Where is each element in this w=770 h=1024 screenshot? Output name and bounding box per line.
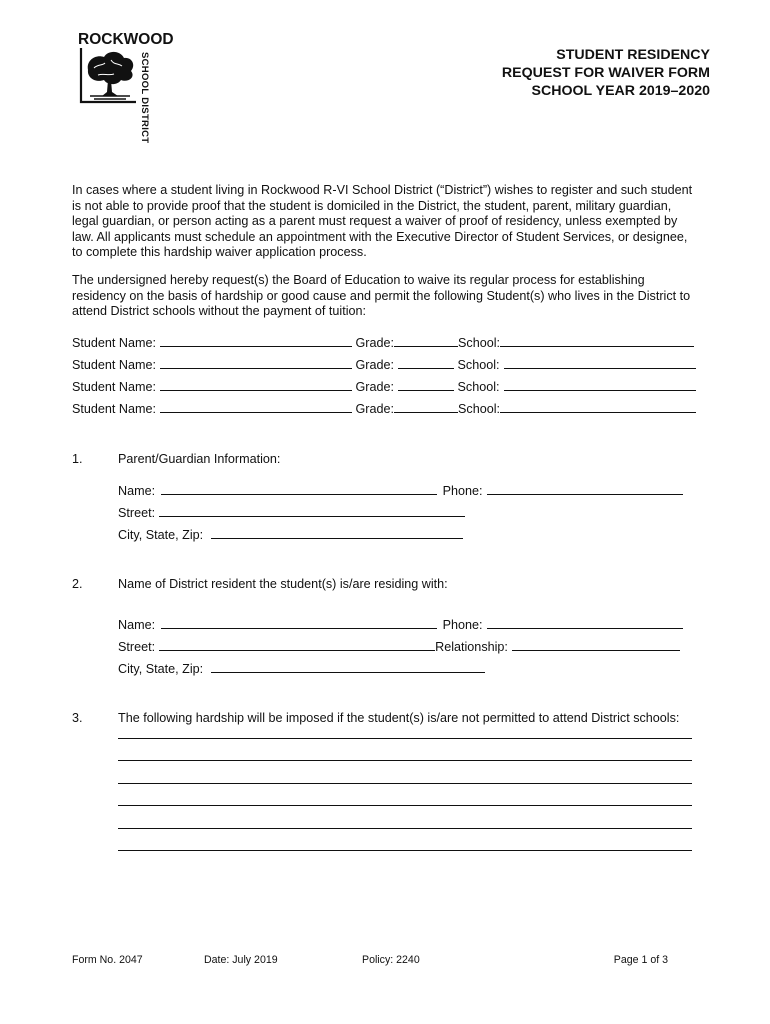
footer-page-number: Page 1 of 3 [613, 954, 668, 966]
student-name-label: Student Name: [72, 402, 157, 416]
school-field[interactable] [500, 334, 694, 347]
title-line-2: REQUEST FOR WAIVER FORM [501, 65, 710, 81]
student-name-label: Student Name: [72, 358, 157, 372]
request-line: attend District schools without the payment of tuition: [72, 304, 367, 318]
parent-phone-field[interactable] [487, 482, 683, 495]
parent-name-label: Name: [118, 484, 156, 498]
student-row [72, 400, 696, 416]
section-2-heading: Name of District resident the student(s) is/are residing with: [118, 577, 448, 591]
resident-name-label: Name: [118, 618, 156, 632]
grade-label: Grade: [355, 336, 395, 350]
section-1-number: 1. [72, 452, 83, 466]
school-field[interactable] [500, 400, 696, 413]
school-field[interactable] [504, 378, 696, 391]
resident-city-field[interactable] [211, 660, 485, 673]
section-3-heading: The following hardship will be imposed if the student(s) is/are not permitted to attend District schools: [118, 711, 680, 725]
intro-line: to complete this hardship waiver application process. [72, 245, 367, 259]
footer-date: Date: July 2019 [204, 954, 278, 966]
intro-line: In cases where a student living in Rockwood R-VI School District (“District”) wishes to register and such student [72, 183, 693, 197]
student-row [72, 378, 696, 394]
hardship-line[interactable] [118, 760, 692, 761]
intro-line: legal guardian, or person acting as a parent must request a waiver of proof of residency, unless exempted by [72, 214, 678, 228]
resident-city-row [118, 660, 485, 676]
hardship-line[interactable] [118, 738, 692, 739]
student-name-label: Student Name: [72, 380, 157, 394]
relationship-label: Relationship: [435, 640, 508, 654]
section-1-heading: Parent/Guardian Information: [118, 452, 281, 466]
resident-street-row [118, 638, 680, 654]
hardship-line[interactable] [118, 783, 692, 784]
title-line-3: SCHOOL YEAR 2019–2020 [531, 83, 710, 99]
parent-phone-label: Phone: [442, 484, 483, 498]
grade-field[interactable] [394, 400, 458, 413]
footer-policy: Policy: 2240 [362, 954, 420, 966]
school-label: School: [458, 336, 501, 350]
intro-paragraph [72, 183, 712, 261]
grade-label: Grade: [355, 402, 395, 416]
intro-line: is not able to provide proof that the student is domiciled in the District, the student, parent, military guardian, [72, 198, 672, 213]
resident-phone-label: Phone: [442, 618, 483, 632]
grade-field[interactable] [398, 378, 454, 391]
grade-field[interactable] [398, 356, 454, 369]
hardship-line[interactable] [118, 850, 692, 851]
resident-city-label: City, State, Zip: [118, 662, 204, 676]
parent-city-row [118, 526, 463, 542]
school-label: School: [457, 358, 500, 372]
resident-name-row [118, 616, 683, 632]
request-line: The undersigned hereby request(s) the Board of Education to waive its regular process for establishing [72, 273, 645, 287]
parent-city-field[interactable] [211, 526, 463, 539]
parent-name-field[interactable] [161, 482, 437, 495]
logo-side-text: SCHOOL DISTRICT [139, 52, 150, 144]
intro-line: law. All applicants must schedule an appointment with the Executive Director of Student Services, or designee, [72, 229, 688, 244]
rockwood-logo [78, 30, 174, 144]
student-name-field[interactable] [160, 378, 352, 391]
student-name-label: Student Name: [72, 336, 157, 350]
school-field[interactable] [504, 356, 696, 369]
section-2-number: 2. [72, 577, 83, 591]
resident-name-field[interactable] [161, 616, 437, 629]
relationship-field[interactable] [512, 638, 680, 651]
grade-label: Grade: [355, 358, 395, 372]
school-label: School: [457, 380, 500, 394]
hardship-line[interactable] [118, 828, 692, 829]
grade-field[interactable] [394, 334, 458, 347]
parent-street-label: Street: [118, 506, 156, 520]
hardship-line[interactable] [118, 805, 692, 806]
student-name-field[interactable] [160, 400, 352, 413]
student-row [72, 356, 696, 372]
request-paragraph [72, 273, 712, 320]
student-row [72, 334, 694, 350]
grade-label: Grade: [355, 380, 395, 394]
resident-street-label: Street: [118, 640, 156, 654]
section-3-number: 3. [72, 711, 83, 725]
parent-street-field[interactable] [159, 504, 465, 517]
student-name-field[interactable] [160, 356, 352, 369]
parent-street-row [118, 504, 465, 520]
resident-street-field[interactable] [159, 638, 435, 651]
form-title [502, 46, 710, 100]
student-name-field[interactable] [160, 334, 352, 347]
school-label: School: [458, 402, 501, 416]
parent-name-row [118, 482, 683, 498]
request-line: residency on the basis of hardship or good cause and permit the following Student(s) who lives in the District to [72, 288, 691, 303]
tree-logo-icon [78, 30, 174, 144]
title-line-1: STUDENT RESIDENCY [556, 47, 710, 63]
resident-phone-field[interactable] [487, 616, 683, 629]
footer-form-number: Form No. 2047 [72, 954, 143, 966]
parent-city-label: City, State, Zip: [118, 528, 204, 542]
logo-name-text: ROCKWOOD [78, 31, 174, 48]
